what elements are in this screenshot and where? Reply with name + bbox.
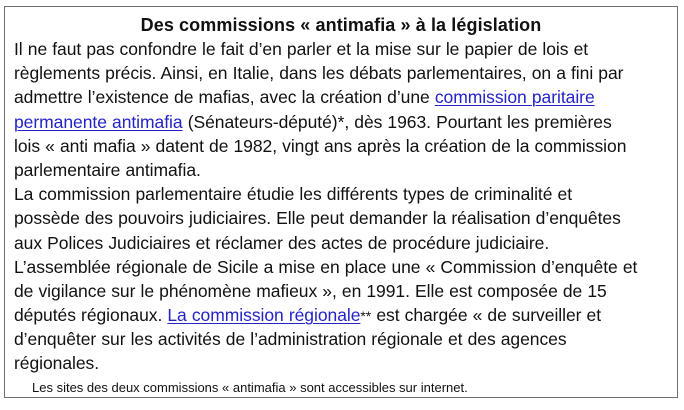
link-commission-regionale[interactable]: La commission régionale	[167, 305, 361, 326]
text-line: aux Polices Judiciaires et réclamer des actes de procédure judiciaire.	[14, 232, 550, 253]
body-text	[14, 37, 678, 376]
text-line: d’enquêter sur les activités de l’administration régionale et des agences	[14, 329, 567, 350]
text-line: régionales.	[14, 353, 100, 374]
link-permanente-antimafia[interactable]: permanente antimafia	[14, 111, 183, 132]
text-line: lois « anti mafia » datent de 1982, vingt ans après la création de la commission	[14, 135, 627, 156]
text-segment: députés régionaux.	[14, 305, 168, 326]
text-line: possède des pouvoirs judiciaires. Elle peut demander la réalisation d’enquêtes	[14, 208, 621, 229]
text-line	[14, 85, 678, 109]
text-line: de vigilance sur le phénomène mafieux », en 1991. Elle est composée de 15	[14, 280, 607, 301]
text-line: La commission parlementaire étudie les différents types de criminalité et	[14, 184, 573, 205]
text-segment: admettre l’existence de mafias, avec la création d’une	[14, 87, 435, 108]
text-box	[4, 6, 678, 398]
footnote-mark: **	[360, 308, 372, 325]
text-line: règlements précis. Ainsi, en Italie, dans les débats parlementaires, on a fini par	[14, 63, 624, 84]
text-segment: (Sénateurs-député)*, dès 1963. Pourtant les premières	[182, 111, 612, 132]
text-line	[14, 110, 678, 134]
text-line: Il ne faut pas confondre le fait d’en parler et la mise sur le papier de lois et	[14, 39, 589, 59]
text-segment: est chargée « de surveiller et	[371, 305, 602, 326]
footnote: Les sites des deux commissions « antimafia » sont accessibles sur internet.	[32, 380, 468, 395]
text-line: parlementaire antimafia.	[14, 159, 201, 180]
text-line	[14, 303, 678, 327]
link-commission-paritaire[interactable]: commission paritaire	[434, 87, 595, 108]
document-title: Des commissions « antimafia » à la législation	[140, 15, 542, 35]
text-line: L’assemblée régionale de Sicile a mise en place une « Commission d’enquête et	[14, 256, 638, 277]
